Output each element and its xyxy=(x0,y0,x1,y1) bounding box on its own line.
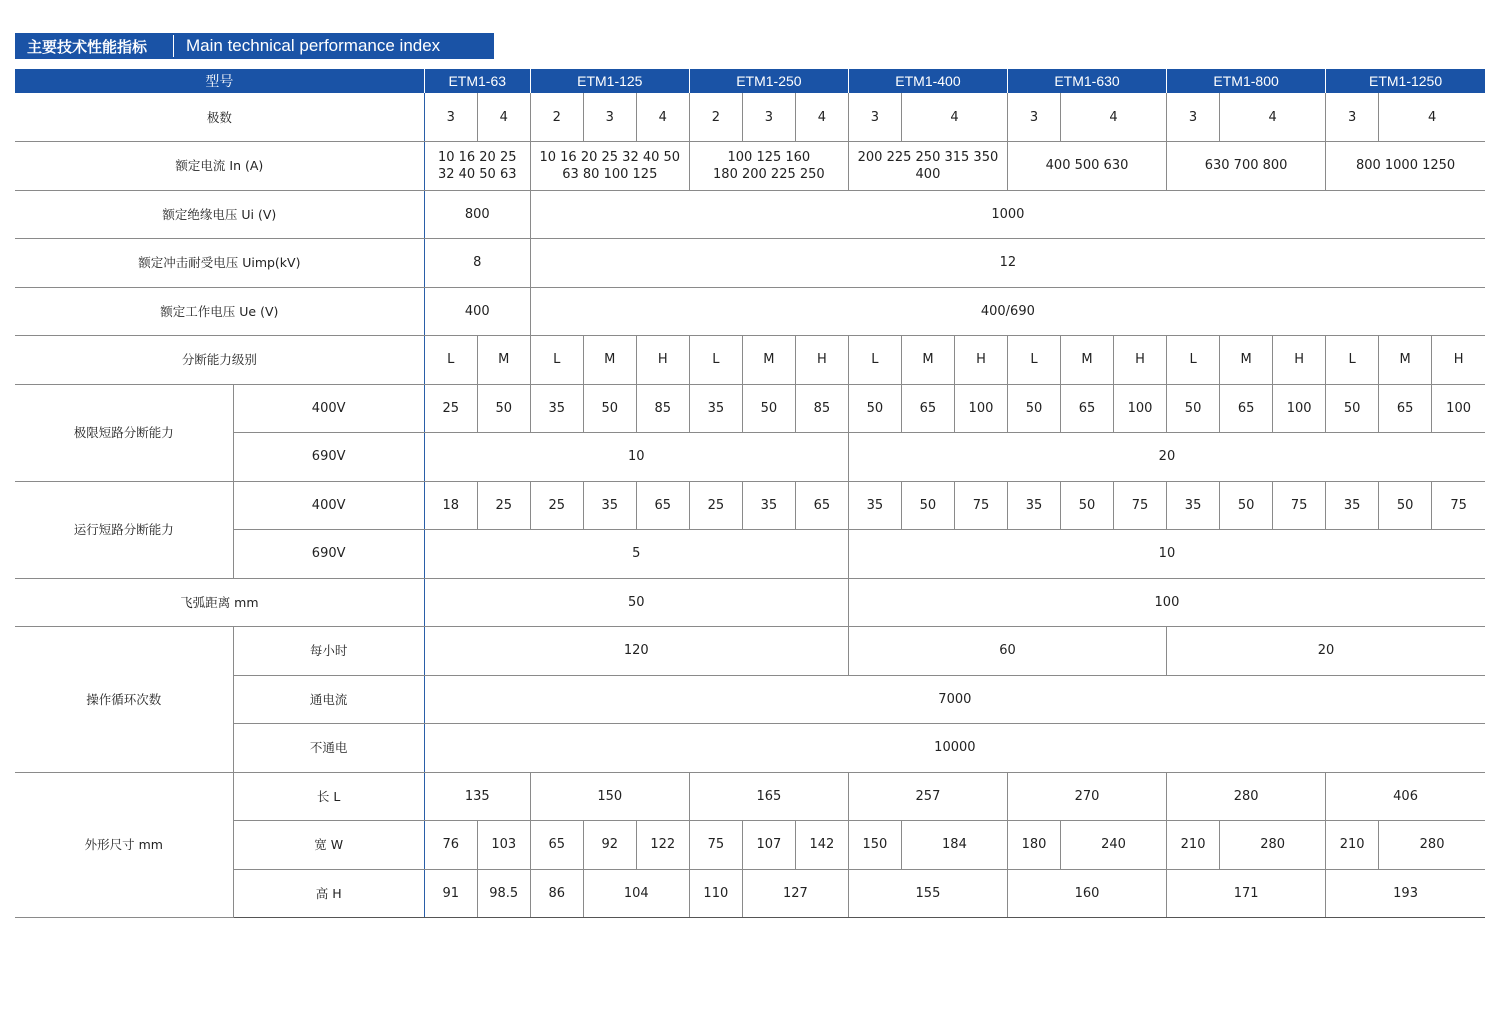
current-cell xyxy=(424,142,530,191)
pole-cell: 3 xyxy=(1326,93,1379,142)
model-header-cell: ETM1-250 xyxy=(689,69,848,93)
level-cell: H xyxy=(1432,336,1485,385)
height-cell: 171 xyxy=(1167,869,1326,918)
value-cell: 10000 xyxy=(424,724,1485,773)
value-cell: 60 xyxy=(848,627,1166,676)
sub-label: 400V xyxy=(233,481,424,530)
height-cell: 98.5 xyxy=(477,869,530,918)
level-cell: M xyxy=(901,336,954,385)
cell-line: 32 40 50 63 xyxy=(437,166,517,182)
pole-cell: 4 xyxy=(477,93,530,142)
cell-line: 180 200 225 250 xyxy=(713,166,825,182)
value-cell: 100 xyxy=(1273,384,1326,433)
row-ops-energized xyxy=(15,675,1485,724)
height-cell: 193 xyxy=(1326,869,1485,918)
value-cell: 10 xyxy=(424,433,848,482)
pole-cell: 3 xyxy=(424,93,477,142)
level-cell: M xyxy=(742,336,795,385)
sub-label: 长 L xyxy=(233,772,424,821)
row-icu-690 xyxy=(15,433,1485,482)
current-cell xyxy=(689,142,848,191)
cell-line: 10 16 20 25 32 40 50 xyxy=(539,149,681,165)
level-cell: L xyxy=(848,336,901,385)
value-cell: 75 xyxy=(1273,481,1326,530)
length-cell: 150 xyxy=(530,772,689,821)
length-cell: 406 xyxy=(1326,772,1485,821)
width-cell: 184 xyxy=(901,821,1007,870)
section-title-en: Main technical performance index xyxy=(186,36,441,55)
level-cell: H xyxy=(954,336,1007,385)
row-label: 额定工作电压 Ue (V) xyxy=(15,287,424,336)
level-cell: L xyxy=(1167,336,1220,385)
value-cell: 50 xyxy=(901,481,954,530)
level-cell: M xyxy=(583,336,636,385)
level-cell: M xyxy=(477,336,530,385)
pole-cell: 3 xyxy=(1167,93,1220,142)
width-cell: 142 xyxy=(795,821,848,870)
row-dim-width xyxy=(15,821,1485,870)
value-cell: 85 xyxy=(636,384,689,433)
level-cell: L xyxy=(530,336,583,385)
value-cell: 20 xyxy=(848,433,1485,482)
value-cell: 50 xyxy=(848,384,901,433)
row-dim-height xyxy=(15,869,1485,918)
cell-line: 63 80 100 125 xyxy=(562,166,658,182)
pole-cell: 4 xyxy=(901,93,1007,142)
row-ui xyxy=(15,190,1485,239)
value-cell: 65 xyxy=(1061,384,1114,433)
pole-cell: 3 xyxy=(742,93,795,142)
row-label: 额定电流 In (A) xyxy=(15,142,424,191)
row-dim-length xyxy=(15,772,1485,821)
sub-label: 宽 W xyxy=(233,821,424,870)
height-cell: 91 xyxy=(424,869,477,918)
row-ops-deenergized xyxy=(15,724,1485,773)
value-cell: 35 xyxy=(689,384,742,433)
row-ops-hour xyxy=(15,627,1485,676)
pole-cell: 4 xyxy=(1061,93,1167,142)
level-cell: H xyxy=(795,336,848,385)
value-cell: 85 xyxy=(795,384,848,433)
level-cell: M xyxy=(1379,336,1432,385)
height-cell: 127 xyxy=(742,869,848,918)
pole-cell: 4 xyxy=(1220,93,1326,142)
height-cell: 104 xyxy=(583,869,689,918)
length-cell: 280 xyxy=(1167,772,1326,821)
sub-label: 高 H xyxy=(233,869,424,918)
row-arc xyxy=(15,578,1485,627)
height-cell: 110 xyxy=(689,869,742,918)
value-cell: 100 xyxy=(954,384,1007,433)
value-cell: 8 xyxy=(424,239,530,288)
current-cell xyxy=(1326,142,1485,191)
value-cell: 25 xyxy=(689,481,742,530)
cell-line: 800 1000 1250 xyxy=(1355,158,1456,174)
group-label: 极限短路分断能力 xyxy=(15,384,233,481)
row-ics-690 xyxy=(15,530,1485,579)
level-cell: L xyxy=(1007,336,1060,385)
sub-label: 690V xyxy=(233,433,424,482)
pole-cell: 3 xyxy=(848,93,901,142)
sub-label: 400V xyxy=(233,384,424,433)
group-label: 外形尺寸 mm xyxy=(15,772,233,918)
value-cell: 75 xyxy=(1114,481,1167,530)
value-cell: 65 xyxy=(1220,384,1273,433)
level-cell: M xyxy=(1061,336,1114,385)
value-cell: 120 xyxy=(424,627,848,676)
value-cell: 7000 xyxy=(424,675,1485,724)
width-cell: 103 xyxy=(477,821,530,870)
level-cell: H xyxy=(636,336,689,385)
value-cell: 35 xyxy=(530,384,583,433)
current-cell xyxy=(530,142,689,191)
sub-label: 不通电 xyxy=(233,724,424,773)
model-header-cell: ETM1-1250 xyxy=(1326,69,1485,93)
row-ue xyxy=(15,287,1485,336)
value-cell: 50 xyxy=(1379,481,1432,530)
model-header-cell: ETM1-400 xyxy=(848,69,1007,93)
cell-line: 400 xyxy=(915,166,941,182)
width-cell: 76 xyxy=(424,821,477,870)
value-cell: 35 xyxy=(583,481,636,530)
level-cell: L xyxy=(689,336,742,385)
width-cell: 92 xyxy=(583,821,636,870)
sub-label: 690V xyxy=(233,530,424,579)
model-header-cell: ETM1-63 xyxy=(424,69,530,93)
value-cell: 1000 xyxy=(530,190,1485,239)
cell-line: 200 225 250 315 350 xyxy=(857,149,999,165)
row-label: 分断能力级别 xyxy=(15,336,424,385)
value-cell: 25 xyxy=(477,481,530,530)
model-header-cell: ETM1-630 xyxy=(1007,69,1166,93)
height-cell: 160 xyxy=(1007,869,1166,918)
row-label: 飞弧距离 mm xyxy=(15,578,424,627)
model-header-cell: ETM1-800 xyxy=(1167,69,1326,93)
height-cell: 86 xyxy=(530,869,583,918)
value-cell: 100 xyxy=(1432,384,1485,433)
pole-cell: 3 xyxy=(583,93,636,142)
value-cell: 50 xyxy=(583,384,636,433)
width-cell: 210 xyxy=(1167,821,1220,870)
value-cell: 800 xyxy=(424,190,530,239)
value-cell: 35 xyxy=(742,481,795,530)
pole-cell: 4 xyxy=(1379,93,1485,142)
pole-cell: 3 xyxy=(1007,93,1060,142)
model-label-cell: 型号 xyxy=(15,69,424,93)
value-cell: 50 xyxy=(1061,481,1114,530)
value-cell: 35 xyxy=(1007,481,1060,530)
cell-line: 100 125 160 xyxy=(727,149,811,165)
width-cell: 210 xyxy=(1326,821,1379,870)
row-label: 额定绝缘电压 Ui (V) xyxy=(15,190,424,239)
current-cell xyxy=(848,142,1007,191)
row-poles xyxy=(15,93,1485,142)
current-cell xyxy=(1007,142,1166,191)
value-cell: 50 xyxy=(1167,384,1220,433)
pole-cell: 2 xyxy=(530,93,583,142)
spec-table xyxy=(15,69,1485,918)
value-cell: 20 xyxy=(1167,627,1485,676)
row-breaking-level xyxy=(15,336,1485,385)
row-current xyxy=(15,142,1485,191)
value-cell: 18 xyxy=(424,481,477,530)
value-cell: 400 xyxy=(424,287,530,336)
value-cell: 75 xyxy=(1432,481,1485,530)
value-cell: 35 xyxy=(1167,481,1220,530)
value-cell: 50 xyxy=(424,578,848,627)
value-cell: 50 xyxy=(1220,481,1273,530)
sub-label: 每小时 xyxy=(233,627,424,676)
height-cell: 155 xyxy=(848,869,1007,918)
level-cell: H xyxy=(1273,336,1326,385)
row-uimp xyxy=(15,239,1485,288)
header-row xyxy=(15,69,1485,93)
width-cell: 280 xyxy=(1220,821,1326,870)
value-cell: 25 xyxy=(530,481,583,530)
value-cell: 50 xyxy=(742,384,795,433)
value-cell: 65 xyxy=(795,481,848,530)
value-cell: 10 xyxy=(848,530,1485,579)
width-cell: 75 xyxy=(689,821,742,870)
pole-cell: 4 xyxy=(636,93,689,142)
level-cell: L xyxy=(1326,336,1379,385)
value-cell: 50 xyxy=(1326,384,1379,433)
value-cell: 5 xyxy=(424,530,848,579)
group-label: 运行短路分断能力 xyxy=(15,481,233,578)
pole-cell: 4 xyxy=(795,93,848,142)
model-header-cell: ETM1-125 xyxy=(530,69,689,93)
row-icu-400 xyxy=(15,384,1485,433)
value-cell: 400/690 xyxy=(530,287,1485,336)
width-cell: 122 xyxy=(636,821,689,870)
width-cell: 107 xyxy=(742,821,795,870)
value-cell: 100 xyxy=(848,578,1485,627)
cell-line: 400 500 630 xyxy=(1045,158,1129,174)
cell-line: 10 16 20 25 xyxy=(437,149,517,165)
length-cell: 257 xyxy=(848,772,1007,821)
level-cell: L xyxy=(424,336,477,385)
section-title-cn: 主要技术性能指标 xyxy=(27,37,148,56)
row-label: 额定冲击耐受电压 Uimp(kV) xyxy=(15,239,424,288)
pole-cell: 2 xyxy=(689,93,742,142)
width-cell: 180 xyxy=(1007,821,1060,870)
value-cell: 65 xyxy=(901,384,954,433)
current-cell xyxy=(1167,142,1326,191)
length-cell: 165 xyxy=(689,772,848,821)
section-title-bar xyxy=(15,33,494,59)
value-cell: 65 xyxy=(1379,384,1432,433)
width-cell: 280 xyxy=(1379,821,1485,870)
value-cell: 65 xyxy=(636,481,689,530)
width-cell: 65 xyxy=(530,821,583,870)
value-cell: 12 xyxy=(530,239,1485,288)
value-cell: 35 xyxy=(848,481,901,530)
row-ics-400 xyxy=(15,481,1485,530)
value-cell: 50 xyxy=(477,384,530,433)
cell-line: 630 700 800 xyxy=(1204,158,1288,174)
level-cell: H xyxy=(1114,336,1167,385)
sub-label: 通电流 xyxy=(233,675,424,724)
width-cell: 150 xyxy=(848,821,901,870)
level-cell: M xyxy=(1220,336,1273,385)
value-cell: 35 xyxy=(1326,481,1379,530)
value-cell: 100 xyxy=(1114,384,1167,433)
width-cell: 240 xyxy=(1061,821,1167,870)
length-cell: 270 xyxy=(1007,772,1166,821)
value-cell: 75 xyxy=(954,481,1007,530)
length-cell: 135 xyxy=(424,772,530,821)
value-cell: 25 xyxy=(424,384,477,433)
value-cell: 50 xyxy=(1007,384,1060,433)
row-label: 极数 xyxy=(15,93,424,142)
group-label: 操作循环次数 xyxy=(15,627,233,773)
